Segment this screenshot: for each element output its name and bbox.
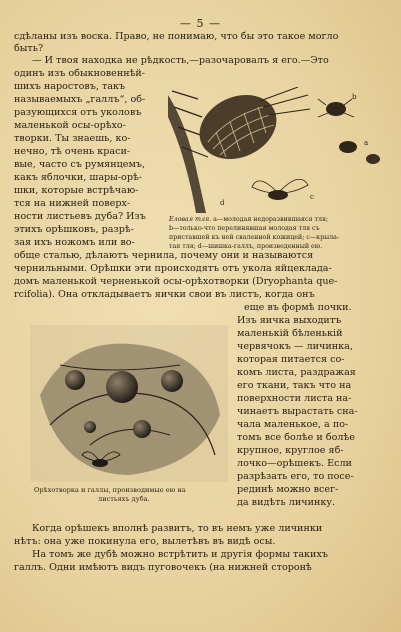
text-line: rcifolia). Она откладываетъ яички свои въ листъ, когда онъ	[14, 289, 315, 300]
fig-letter: a	[364, 139, 369, 147]
text-line: поверхности листа на-	[237, 393, 352, 404]
text-line: какъ яблочки, шары-орѣ-	[14, 172, 142, 183]
oak-gall-wasp-illustration	[30, 325, 228, 482]
text-line: этихъ орѣшковъ, разрѣ-	[14, 224, 134, 235]
text-line: одинъ изъ обыкновеннѣй-	[14, 68, 146, 79]
text-line: ности листьевъ дуба? Изъ	[14, 211, 146, 222]
text-line: галлъ. Одни имѣютъ видъ пуговочекъ (на нижней сторонѣ	[14, 562, 312, 573]
text-line: еще въ формѣ почки.	[244, 302, 352, 313]
text-line: его ткани, такъ что на	[237, 380, 352, 391]
text-line: которая питается со-	[237, 354, 345, 365]
text-line: зая ихъ ножомъ или во-	[14, 237, 135, 248]
caption-line: b—только-что перелинявшая молодая тля съ	[169, 225, 320, 232]
fig-letter: c	[310, 193, 314, 201]
text-line: рединѣ можно всег-	[237, 484, 339, 495]
text-line: комъ листа, раздражая	[237, 367, 356, 378]
text-line: крупное, круглое яб-	[237, 445, 344, 456]
spruce-aphid-illustration	[168, 87, 390, 213]
text-line: шки, которые встрѣчаю-	[14, 185, 139, 196]
page-number: — 5 —	[180, 17, 221, 30]
text-line: разующихся отъ уколовъ	[14, 107, 142, 118]
text-line: шихъ наростовъ, такъ	[14, 81, 126, 92]
oak-gall-figure	[30, 325, 228, 482]
text-line: нѣтъ: она уже покинула его, вылетѣвъ въ видѣ осы.	[14, 536, 276, 547]
text-line: сдѣланы изъ воска. Право, не понимаю, что бы это такое могло	[14, 31, 339, 42]
caption-line: приставшей къ ней сваленной кожицей; c—крыла-	[169, 234, 340, 241]
text-line: червячокъ — личинка,	[237, 341, 353, 352]
text-line: маленькій бѣленькій	[237, 328, 343, 339]
caption-line: a—молодая недоразвившаяся тля;	[213, 216, 329, 223]
text-line: нечно, тѣ очень краси-	[14, 146, 131, 157]
text-line: домъ маленькой черненькой осы-орѣхотворки (Dryophanta que-	[14, 276, 338, 287]
text-line: Изъ яичка выходитъ	[237, 315, 342, 326]
caption-title: Еловая тля.	[169, 216, 212, 223]
text-line: чинаетъ вырастать сна-	[237, 406, 358, 417]
figure-caption	[169, 216, 328, 224]
text-line: чала маленькое, а по-	[237, 419, 349, 430]
text-line: да видѣть личинку.	[237, 497, 336, 508]
caption-line: тая тля; d—шишка-галлъ, произведенный ею.	[169, 243, 323, 250]
fig-letter: b	[352, 93, 357, 101]
text-line: — И твоя находка не рѣдкость,—разочаровалъ я его.—Это	[32, 55, 329, 66]
text-line: маленькой осы-орѣхо-	[14, 120, 126, 131]
text-line: быть?	[14, 43, 44, 54]
text-line: чернильными. Орѣшки эти происходятъ отъ укола яйцеклада-	[14, 263, 332, 274]
spruce-aphid-figure	[168, 87, 390, 213]
text-line: томъ все болѣе и болѣе	[237, 432, 355, 443]
text-line: вые, часто съ румянцемъ,	[14, 159, 146, 170]
text-line: На томъ же дубѣ можно встрѣтить и другія формы такихъ	[32, 549, 328, 560]
text-line: тся на нижней поверх-	[14, 198, 131, 209]
text-line: творки. Ты знаешь, ко-	[14, 133, 131, 144]
text-line: называемыхъ „галлъ“, об-	[14, 94, 146, 105]
figure-caption: листьяхъ дуба.	[98, 495, 150, 503]
text-line: обще сталью, дѣлаютъ чернила, почему они и называются	[14, 250, 314, 261]
text-line: Когда орѣшекъ вполнѣ развитъ, то въ немъ уже личинки	[32, 523, 323, 534]
text-line: разрѣзать его, то посе-	[237, 471, 354, 482]
text-line: лочко—орѣшекъ. Если	[237, 458, 352, 469]
figure-caption: Орѣхотворка и галлы, производимые ею на	[34, 486, 186, 494]
fig-letter: d	[220, 199, 225, 207]
